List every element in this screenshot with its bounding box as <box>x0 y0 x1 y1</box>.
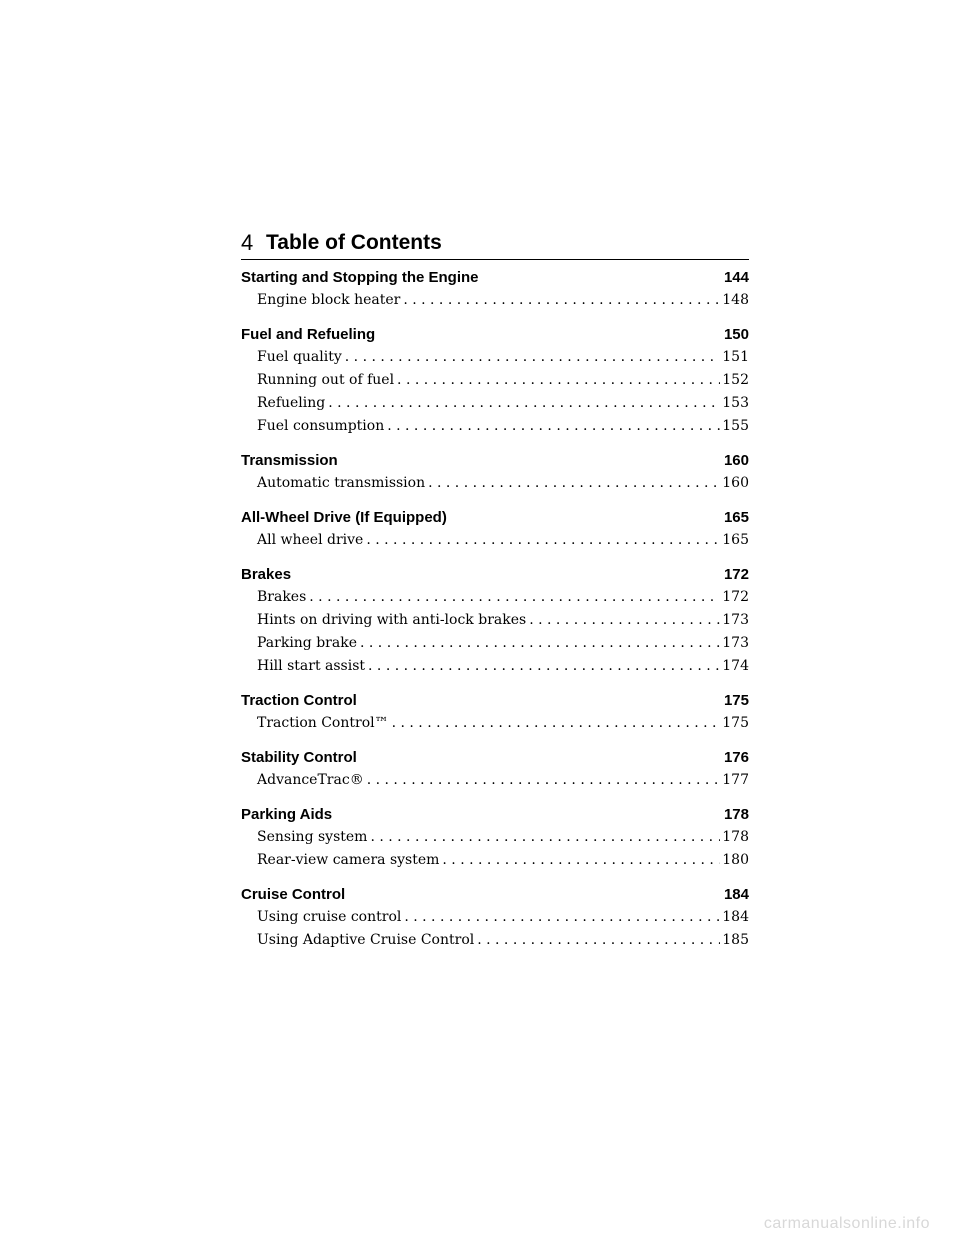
dot-leader <box>309 586 720 609</box>
toc-entry[interactable] <box>241 609 749 632</box>
dot-leader <box>428 472 720 495</box>
entry-label: Running out of fuel <box>257 372 395 388</box>
section-heading[interactable] <box>241 267 749 289</box>
section-page-number: 144 <box>723 269 749 286</box>
dot-leader <box>366 529 720 552</box>
entry-label: Hints on driving with anti-lock brakes <box>257 612 527 628</box>
toc-entry[interactable] <box>241 632 749 655</box>
toc-section <box>241 267 749 312</box>
entry-label: Refueling <box>257 395 326 411</box>
page-title: Table of Contents <box>266 231 442 254</box>
entry-page-number: 173 <box>722 635 749 651</box>
dot-leader <box>328 392 720 415</box>
toc-entry[interactable] <box>241 849 749 872</box>
watermark: carmanualsonline.info <box>763 1215 930 1232</box>
section-page-number: 150 <box>723 326 749 343</box>
dot-leader <box>367 769 721 792</box>
section-title: Parking Aids <box>241 806 333 823</box>
section-page-number: 175 <box>723 692 749 709</box>
entry-label: Fuel consumption <box>257 418 385 434</box>
section-heading[interactable] <box>241 747 749 769</box>
entry-label: Parking brake <box>257 635 357 651</box>
section-title: Cruise Control <box>241 886 346 903</box>
entry-label: Automatic transmission <box>257 475 426 491</box>
section-title: Fuel and Refueling <box>241 326 376 343</box>
toc-entry[interactable] <box>241 289 749 312</box>
dot-leader <box>392 712 721 735</box>
entry-page-number: 175 <box>722 715 749 731</box>
entry-page-number: 184 <box>722 909 749 925</box>
page-number: 4 <box>241 230 254 255</box>
section-heading[interactable] <box>241 690 749 712</box>
toc-section <box>241 747 749 792</box>
dot-leader <box>387 415 720 438</box>
entry-page-number: 174 <box>722 658 749 674</box>
toc-section <box>241 564 749 678</box>
toc-entry[interactable] <box>241 712 749 735</box>
section-title: Traction Control <box>241 692 357 709</box>
entry-page-number: 155 <box>722 418 749 434</box>
entry-label: Using cruise control <box>257 909 402 925</box>
section-heading[interactable] <box>241 884 749 906</box>
toc-entry[interactable] <box>241 392 749 415</box>
section-title: Brakes <box>241 566 292 583</box>
dot-leader <box>368 655 720 678</box>
table-of-contents <box>241 267 749 964</box>
toc-section <box>241 324 749 438</box>
dot-leader <box>397 369 720 392</box>
dot-leader <box>345 346 721 369</box>
toc-entry[interactable] <box>241 346 749 369</box>
section-page-number: 165 <box>723 509 749 526</box>
entry-label: All wheel drive <box>257 532 364 548</box>
section-title: Transmission <box>241 452 338 469</box>
section-title: All-Wheel Drive (If Equipped) <box>241 509 447 526</box>
toc-entry[interactable] <box>241 769 749 792</box>
toc-section <box>241 690 749 735</box>
entry-label: Using Adaptive Cruise Control <box>257 932 475 948</box>
entry-page-number: 178 <box>722 829 749 845</box>
section-page-number: 184 <box>723 886 749 903</box>
section-page-number: 160 <box>723 452 749 469</box>
dot-leader <box>370 826 720 849</box>
toc-entry[interactable] <box>241 415 749 438</box>
toc-section <box>241 884 749 952</box>
entry-page-number: 185 <box>722 932 749 948</box>
section-heading[interactable] <box>241 564 749 586</box>
dot-leader <box>404 906 720 929</box>
toc-entry[interactable] <box>241 826 749 849</box>
entry-label: Fuel quality <box>257 349 342 365</box>
dot-leader <box>442 849 720 872</box>
toc-entry[interactable] <box>241 929 749 952</box>
dot-leader <box>403 289 720 312</box>
entry-page-number: 151 <box>722 349 749 365</box>
entry-page-number: 160 <box>722 475 749 491</box>
toc-entry[interactable] <box>241 906 749 929</box>
entry-page-number: 165 <box>722 532 749 548</box>
entry-page-number: 172 <box>722 589 749 605</box>
section-page-number: 172 <box>723 566 749 583</box>
entry-page-number: 148 <box>722 292 749 308</box>
section-page-number: 178 <box>723 806 749 823</box>
section-title: Stability Control <box>241 749 357 766</box>
entry-page-number: 153 <box>722 395 749 411</box>
toc-section <box>241 450 749 495</box>
toc-section <box>241 804 749 872</box>
toc-entry[interactable] <box>241 586 749 609</box>
entry-label: Engine block heater <box>257 292 401 308</box>
toc-entry[interactable] <box>241 472 749 495</box>
section-heading[interactable] <box>241 450 749 472</box>
dot-leader <box>477 929 720 952</box>
page-header <box>241 229 749 260</box>
entry-page-number: 177 <box>722 772 749 788</box>
toc-entry[interactable] <box>241 369 749 392</box>
entry-label: Brakes <box>257 589 307 605</box>
entry-label: Traction Control™ <box>257 715 389 731</box>
entry-label: Rear-view camera system <box>257 852 440 868</box>
dot-leader <box>360 632 720 655</box>
entry-label: AdvanceTrac® <box>257 772 364 788</box>
entry-page-number: 152 <box>722 372 749 388</box>
entry-page-number: 180 <box>722 852 749 868</box>
toc-section <box>241 507 749 552</box>
toc-entry[interactable] <box>241 529 749 552</box>
entry-label: Sensing system <box>257 829 368 845</box>
section-heading[interactable] <box>241 804 749 826</box>
dot-leader <box>529 609 720 632</box>
entry-page-number: 173 <box>722 612 749 628</box>
section-heading[interactable] <box>241 324 749 346</box>
section-page-number: 176 <box>723 749 749 766</box>
toc-entry[interactable] <box>241 655 749 678</box>
section-heading[interactable] <box>241 507 749 529</box>
entry-label: Hill start assist <box>257 658 366 674</box>
section-title: Starting and Stopping the Engine <box>241 269 479 286</box>
